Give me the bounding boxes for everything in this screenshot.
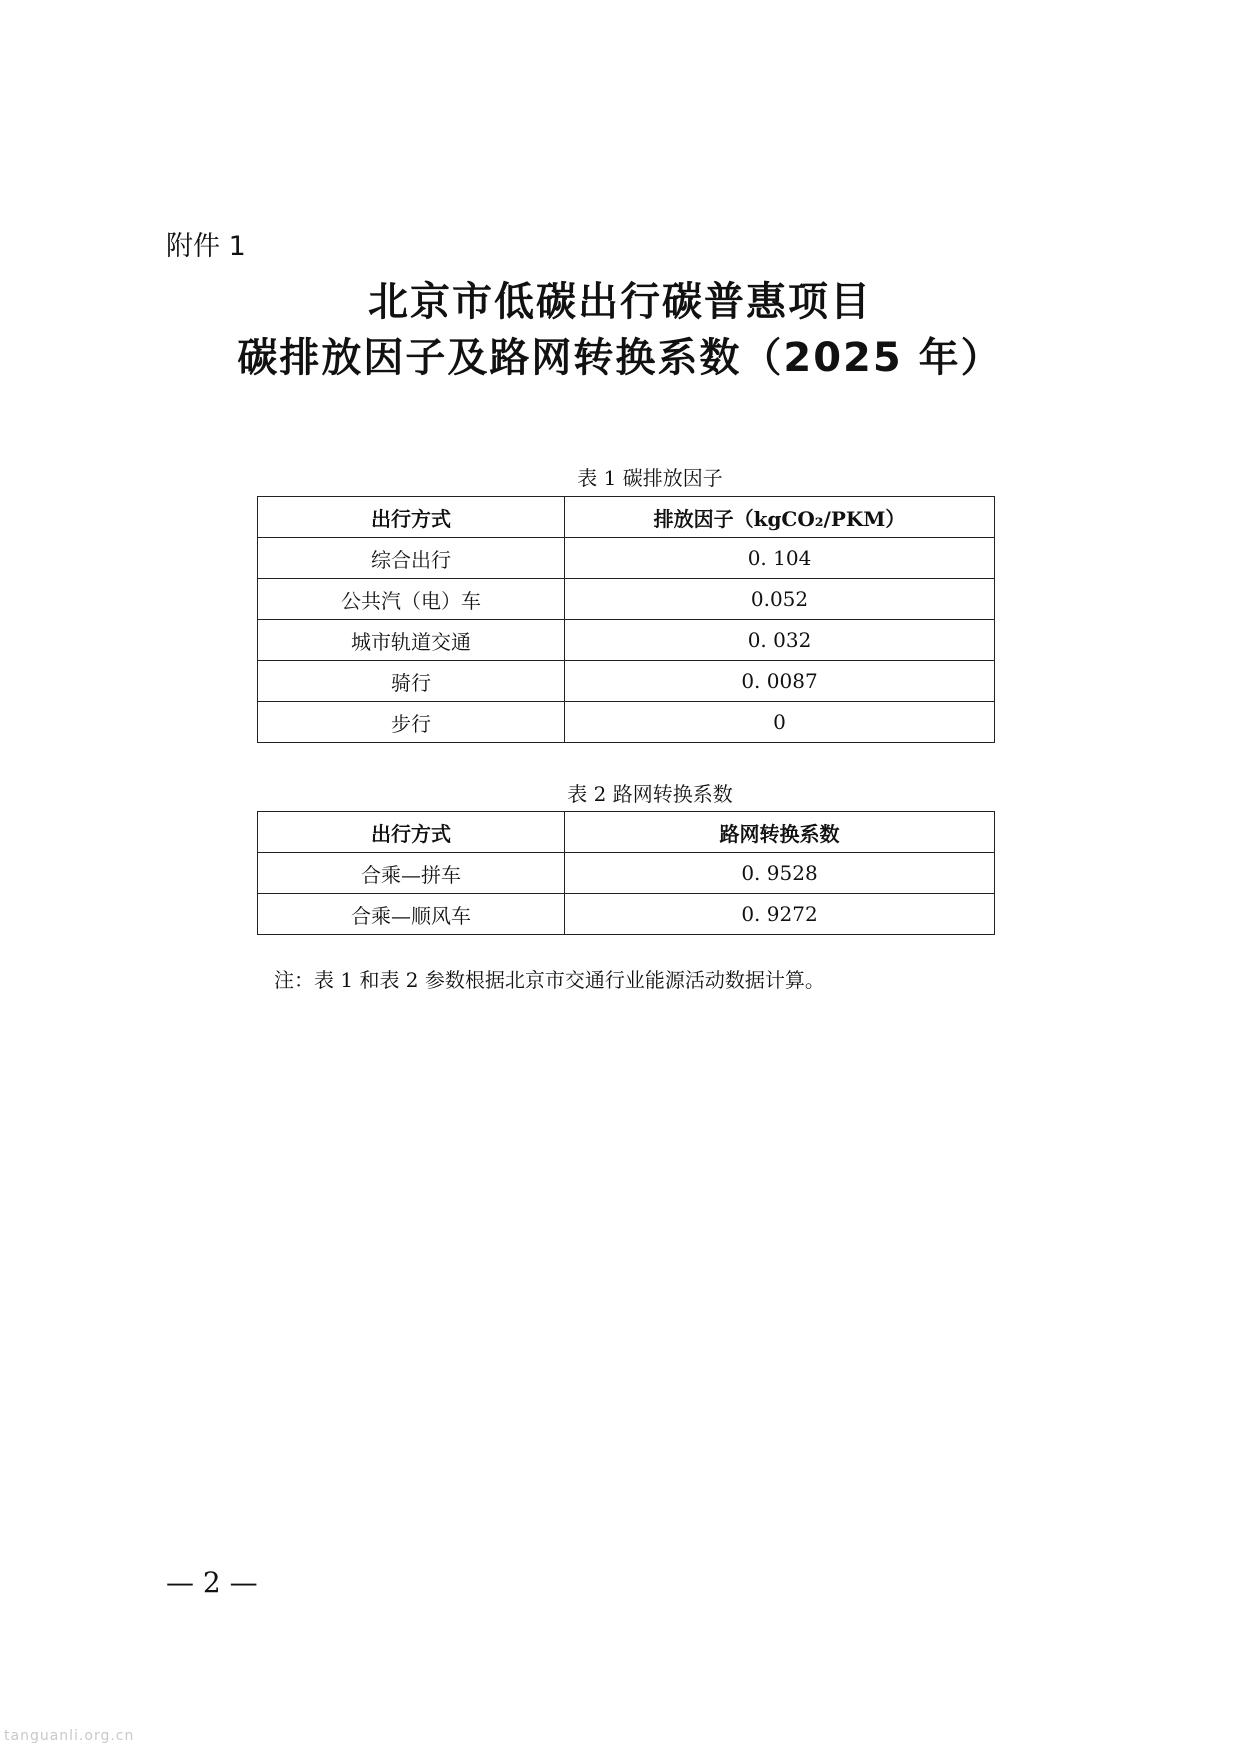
footnote: 注：表 1 和表 2 参数根据北京市交通行业能源活动数据计算。 <box>274 968 825 992</box>
table-header-cell: 出行方式 <box>258 812 565 853</box>
table-cell: 城市轨道交通 <box>258 620 565 661</box>
table-cell: 综合出行 <box>258 538 565 579</box>
table-row <box>258 661 995 702</box>
table-cell: 合乘—顺风车 <box>258 894 565 935</box>
table-cell: 0. 9272 <box>565 894 995 935</box>
table-header-cell: 路网转换系数 <box>565 812 995 853</box>
table-row <box>258 894 995 935</box>
watermark: tanguanli.org.cn <box>4 1728 135 1744</box>
table-row <box>258 853 995 894</box>
table-cell: 合乘—拼车 <box>258 853 565 894</box>
table-header-row <box>258 812 995 853</box>
table1-caption: 表 1 碳排放因子 <box>577 466 723 490</box>
table-row <box>258 538 995 579</box>
table-row <box>258 620 995 661</box>
table-header-cell: 出行方式 <box>258 497 565 538</box>
table-cell: 公共汽（电）车 <box>258 579 565 620</box>
table-cell: 0.052 <box>565 579 995 620</box>
table-row <box>258 579 995 620</box>
table-row <box>258 702 995 743</box>
table-header-row <box>258 497 995 538</box>
page-number: — 2 — <box>166 1566 258 1599</box>
table-cell: 0 <box>565 702 995 743</box>
attachment-label: 附件 1 <box>166 231 246 262</box>
document-title-line1: 北京市低碳出行碳普惠项目 <box>368 279 872 325</box>
road-network-coefficient-table <box>257 811 995 935</box>
table-cell: 步行 <box>258 702 565 743</box>
table2-caption: 表 2 路网转换系数 <box>567 782 733 806</box>
table-cell: 0. 0087 <box>565 661 995 702</box>
table-cell: 0. 9528 <box>565 853 995 894</box>
table-header-cell: 排放因子（kgCO₂/PKM） <box>565 497 995 538</box>
emission-factor-table <box>257 496 995 743</box>
table-cell: 0. 104 <box>565 538 995 579</box>
table-cell: 0. 032 <box>565 620 995 661</box>
table-cell: 骑行 <box>258 661 565 702</box>
document-title-line2: 碳排放因子及路网转换系数（2025 年） <box>237 335 1003 381</box>
